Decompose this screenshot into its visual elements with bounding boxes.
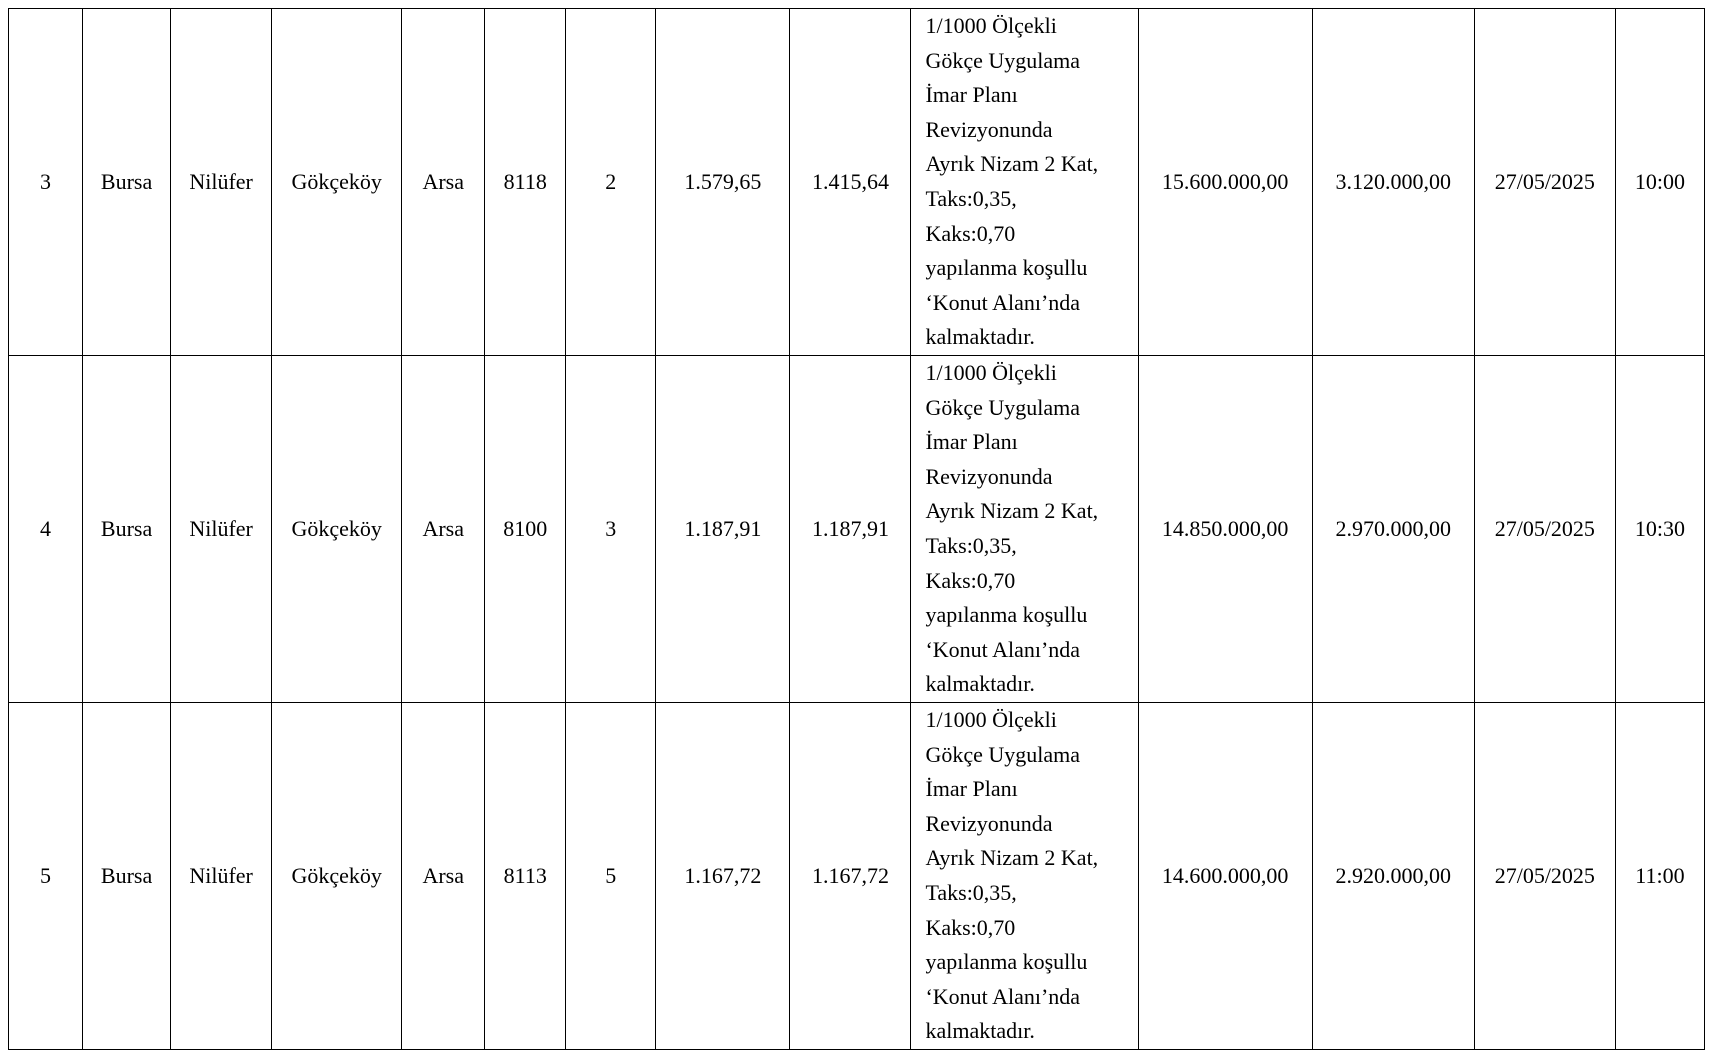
neighborhood-cell: Gökçeköy: [272, 703, 402, 1050]
auction-time-cell: 10:00: [1615, 9, 1704, 356]
property-type-cell: Arsa: [402, 356, 485, 703]
zoning-text-line: Kaks:0,70: [925, 567, 1016, 593]
zoning-text-line: Ayrık Nizam 2 Kat,: [925, 845, 1099, 871]
auction-date-cell: 27/05/2025: [1474, 9, 1615, 356]
zoning-text-line: 1/1000 Ölçekli: [925, 13, 1057, 39]
zoning-text-line: İmar Planı: [925, 776, 1018, 802]
zoning-text-line: İmar Planı: [925, 82, 1018, 108]
zoning-text-line: Ayrık Nizam 2 Kat,: [925, 498, 1099, 524]
zoning-text-line: 1/1000 Ölçekli: [925, 707, 1057, 733]
zoning-status-cell: [911, 356, 1138, 703]
zoning-text-line: Taks:0,35,: [925, 533, 1017, 558]
zoning-text-line: Taks:0,35,: [925, 880, 1017, 905]
property-auction-table: [8, 8, 1705, 1050]
zoning-text-line: Revizyonunda: [925, 810, 1053, 836]
table-row: [9, 703, 1705, 1050]
zoning-text-line: kalmaktadır.: [925, 324, 1035, 350]
deposit-amount-cell: 2.920.000,00: [1312, 703, 1474, 1050]
estimated-price-cell: 15.600.000,00: [1138, 9, 1312, 356]
deposit-amount-cell: 3.120.000,00: [1312, 9, 1474, 356]
auction-time-cell: 11:00: [1615, 703, 1704, 1050]
zoning-text-line: Revizyonunda: [925, 116, 1053, 142]
parcel-number-cell: 2: [566, 9, 656, 356]
share-area-cell: 1.167,72: [790, 703, 911, 1050]
neighborhood-cell: Gökçeköy: [272, 9, 402, 356]
block-number-cell: 8113: [485, 703, 566, 1050]
zoning-text-line: Kaks:0,70: [925, 220, 1016, 246]
district-cell: Nilüfer: [171, 9, 272, 356]
province-cell: Bursa: [83, 9, 171, 356]
parcel-number-cell: 3: [566, 356, 656, 703]
zoning-text-line: İmar Planı: [925, 429, 1018, 455]
zoning-text-line: ‘Konut Alanı’nda: [925, 636, 1081, 662]
district-cell: Nilüfer: [171, 703, 272, 1050]
zoning-text-line: yapılanma koşullu: [925, 949, 1088, 975]
zoning-text-line: Gökçe Uygulama: [925, 741, 1081, 767]
zoning-text-line: Kaks:0,70: [925, 914, 1016, 940]
row-number-cell: 5: [9, 703, 83, 1050]
auction-date-cell: 27/05/2025: [1474, 703, 1615, 1050]
property-type-cell: Arsa: [402, 9, 485, 356]
zoning-status-cell: [911, 9, 1138, 356]
table-row: [9, 9, 1705, 356]
surface-area-cell: 1.167,72: [656, 703, 790, 1050]
surface-area-cell: 1.579,65: [656, 9, 790, 356]
auction-time-cell: 10:30: [1615, 356, 1704, 703]
surface-area-cell: 1.187,91: [656, 356, 790, 703]
share-area-cell: 1.187,91: [790, 356, 911, 703]
deposit-amount-cell: 2.970.000,00: [1312, 356, 1474, 703]
district-cell: Nilüfer: [171, 356, 272, 703]
auction-date-cell: 27/05/2025: [1474, 356, 1615, 703]
zoning-text-line: Revizyonunda: [925, 463, 1053, 489]
province-cell: Bursa: [83, 356, 171, 703]
parcel-number-cell: 5: [566, 703, 656, 1050]
zoning-text-line: kalmaktadır.: [925, 1018, 1035, 1044]
share-area-cell: 1.415,64: [790, 9, 911, 356]
block-number-cell: 8118: [485, 9, 566, 356]
zoning-text-line: kalmaktadır.: [925, 671, 1035, 697]
zoning-text-line: yapılanma koşullu: [925, 602, 1088, 628]
zoning-text-line: Taks:0,35,: [925, 186, 1017, 211]
zoning-text-line: Gökçe Uygulama: [925, 394, 1081, 420]
zoning-status-cell: [911, 703, 1138, 1050]
estimated-price-cell: 14.600.000,00: [1138, 703, 1312, 1050]
block-number-cell: 8100: [485, 356, 566, 703]
neighborhood-cell: Gökçeköy: [272, 356, 402, 703]
table-row: [9, 356, 1705, 703]
zoning-text-line: ‘Konut Alanı’nda: [925, 289, 1081, 315]
zoning-text-line: ‘Konut Alanı’nda: [925, 983, 1081, 1009]
row-number-cell: 4: [9, 356, 83, 703]
row-number-cell: 3: [9, 9, 83, 356]
zoning-text-line: yapılanma koşullu: [925, 255, 1088, 281]
zoning-text-line: 1/1000 Ölçekli: [925, 360, 1057, 386]
zoning-text-line: Ayrık Nizam 2 Kat,: [925, 151, 1099, 177]
property-type-cell: Arsa: [402, 703, 485, 1050]
estimated-price-cell: 14.850.000,00: [1138, 356, 1312, 703]
province-cell: Bursa: [83, 703, 171, 1050]
zoning-text-line: Gökçe Uygulama: [925, 47, 1081, 73]
